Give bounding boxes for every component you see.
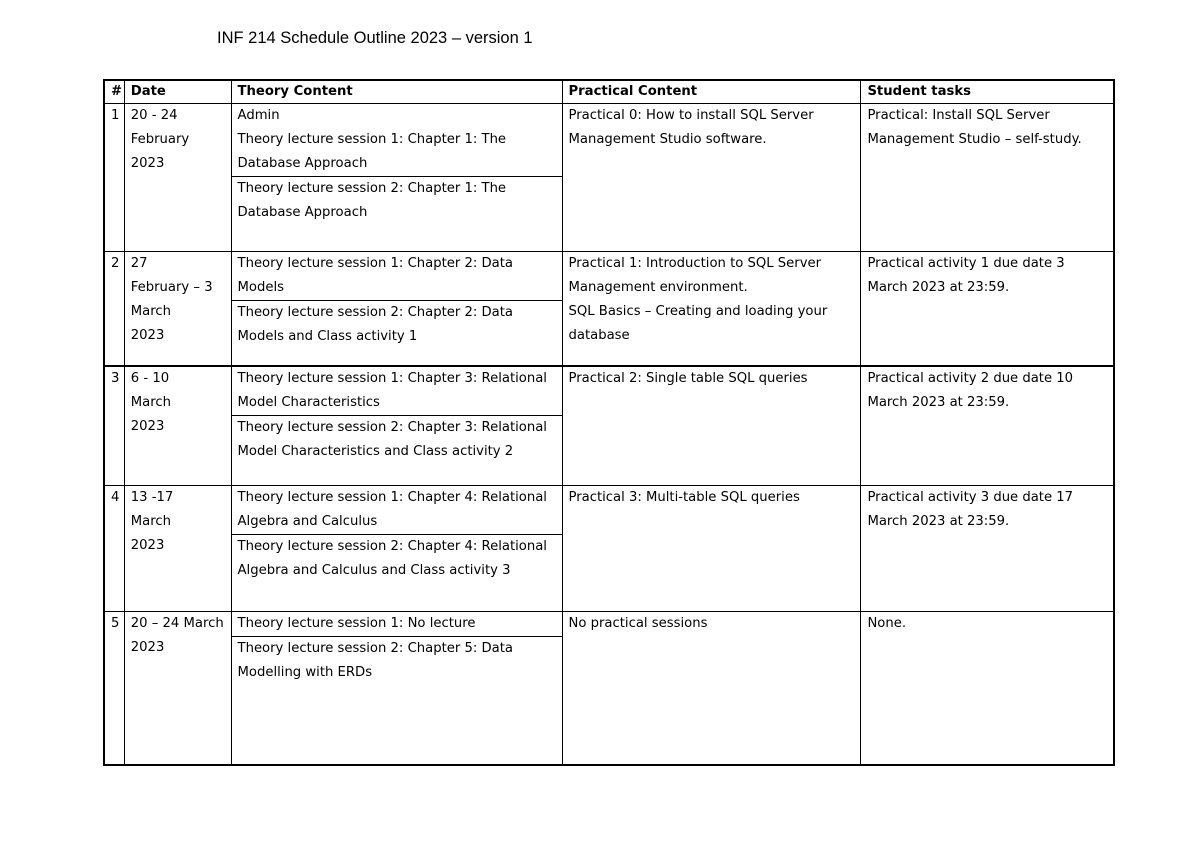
schedule-table: [103, 79, 1115, 766]
practical-content: Practical 2: Single table SQL queries: [562, 366, 861, 486]
header-theory: Theory Content: [231, 80, 562, 104]
theory-content: [231, 612, 562, 765]
theory-session-2: Theory lecture session 2: Chapter 5: Data Modelling with ERDs: [232, 636, 562, 685]
week-date: 20 – 24 March 2023: [124, 612, 231, 765]
practical-content: Practical 1: Introduction to SQL Server Management environment. SQL Basics – Creating and loading your database: [562, 252, 861, 366]
header-practical: Practical Content: [562, 80, 861, 104]
theory-content: [231, 252, 562, 366]
student-tasks: Practical activity 2 due date 10 March 2023 at 23:59.: [861, 366, 1114, 486]
week-number: 3: [104, 366, 124, 486]
table-row: [104, 612, 1114, 765]
week-date: 20 - 24 February 2023: [124, 104, 231, 252]
table-row: [104, 104, 1114, 252]
table-row: [104, 366, 1114, 486]
table-row: [104, 252, 1114, 366]
theory-session-1: Theory lecture session 1: No lecture: [237, 616, 476, 631]
theory-session-2: Theory lecture session 2: Chapter 4: Relational Algebra and Calculus and Class activity 3: [232, 534, 562, 583]
theory-session-2: Theory lecture session 2: Chapter 1: The Database Approach: [232, 176, 562, 225]
header-number: #: [104, 80, 124, 104]
week-date: 27 February – 3 March 2023: [124, 252, 231, 366]
header-tasks: Student tasks: [861, 80, 1114, 104]
document-title: INF 214 Schedule Outline 2023 – version 1: [217, 29, 533, 47]
student-tasks: Practical activity 3 due date 17 March 2023 at 23:59.: [861, 486, 1114, 612]
week-number: 5: [104, 612, 124, 765]
week-date: 6 - 10 March 2023: [124, 366, 231, 486]
theory-session-2: Theory lecture session 2: Chapter 2: Data Models and Class activity 1: [232, 300, 562, 349]
week-date: 13 -17 March 2023: [124, 486, 231, 612]
student-tasks: Practical activity 1 due date 3 March 2023 at 23:59.: [861, 252, 1114, 366]
theory-content: [231, 366, 562, 486]
theory-admin: Admin: [237, 108, 280, 123]
table-row: [104, 486, 1114, 612]
theory-session-1: Theory lecture session 1: Chapter 2: Data Models: [237, 256, 514, 295]
theory-session-1: Theory lecture session 1: Chapter 3: Relational Model Characteristics: [237, 370, 547, 410]
theory-session-1: Theory lecture session 1: Chapter 4: Relational Algebra and Calculus: [237, 490, 547, 529]
week-number: 4: [104, 486, 124, 612]
header-date: Date: [124, 80, 231, 104]
theory-content: [231, 104, 562, 252]
practical-content: Practical 0: How to install SQL Server Management Studio software.: [562, 104, 861, 252]
table-header-row: [104, 80, 1114, 104]
week-number: 2: [104, 252, 124, 366]
week-number: 1: [104, 104, 124, 252]
practical-content: No practical sessions: [562, 612, 861, 765]
student-tasks: Practical: Install SQL Server Management Studio – self-study.: [861, 104, 1114, 252]
theory-session-2: Theory lecture session 2: Chapter 3: Relational Model Characteristics and Class activity 2: [232, 415, 562, 464]
theory-content: [231, 486, 562, 612]
student-tasks: None.: [861, 612, 1114, 765]
practical-content: Practical 3: Multi-table SQL queries: [562, 486, 861, 612]
theory-session-1: Theory lecture session 1: Chapter 1: The Database Approach: [237, 132, 507, 171]
